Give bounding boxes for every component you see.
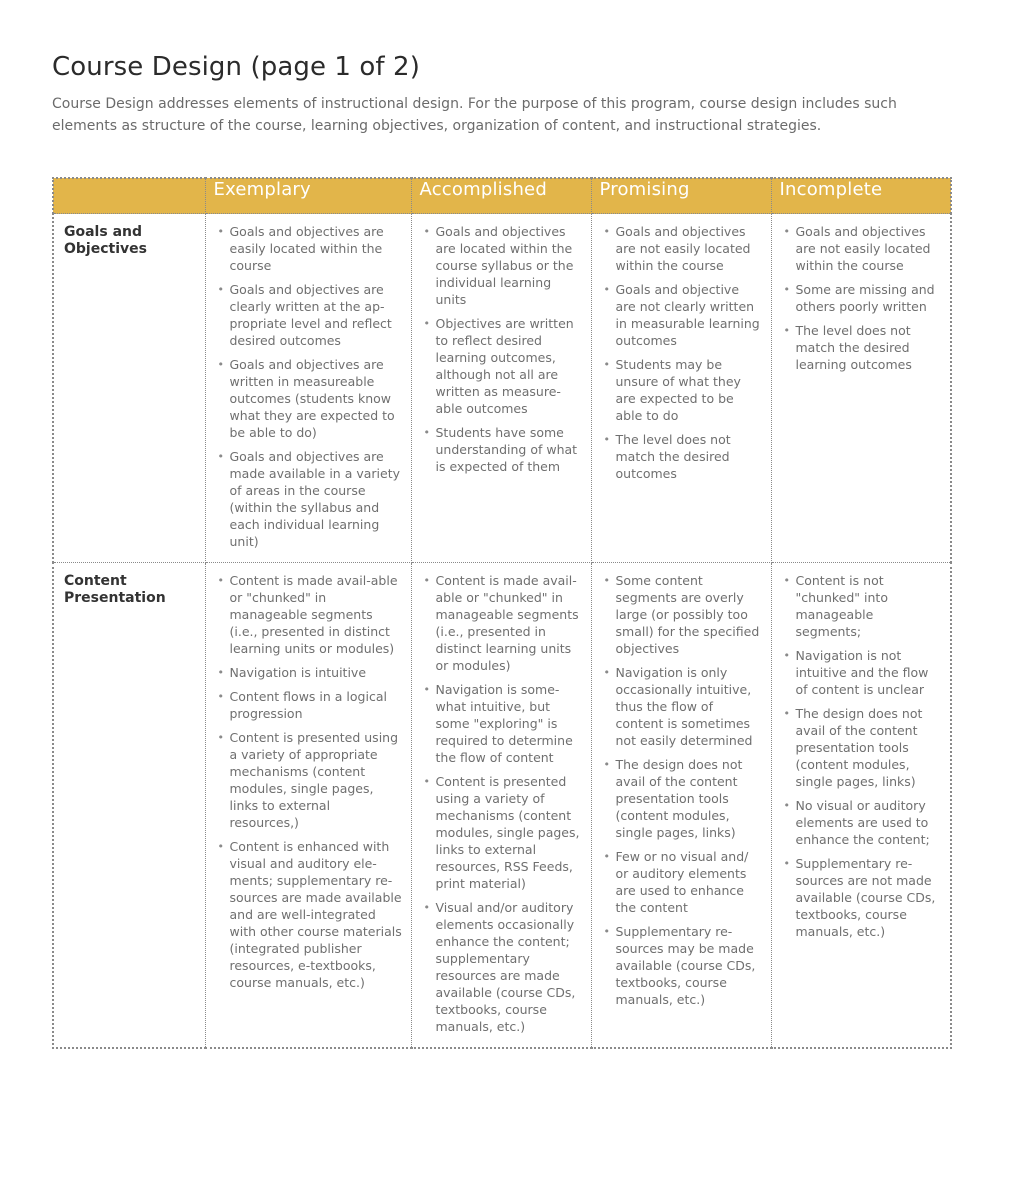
- criterion-item: • Content is presented using a variety of appropriate mechanisms (content modules, single pages, links to external resources,): [218, 729, 403, 831]
- rubric-row-content-presentation: [53, 563, 951, 1049]
- criterion-item: • Content is presented using a variety of mechanisms (content modules, single pages, links to external resources, RSS Feeds, print material): [424, 773, 583, 892]
- criterion-item: • Some are missing and others poorly written: [784, 281, 943, 315]
- cell-goals-incomplete: [771, 214, 951, 563]
- criteria-list: [206, 214, 411, 561]
- criterion-item: • Goals and objectives are made available in a variety of areas in the course (within the syllabus and each individual learning unit): [218, 448, 403, 550]
- criterion-item: • Some content segments are overly large (or possibly too small) for the specified objectives: [604, 572, 763, 657]
- row-label-content-presentation: Content Presentation: [53, 563, 205, 1049]
- column-header-promising: Promising: [591, 178, 771, 214]
- criteria-list: [772, 214, 951, 384]
- rubric-row-goals-and-objectives: [53, 214, 951, 563]
- criterion-item: • Goals and objectives are not easily located within the course: [784, 223, 943, 274]
- criterion-item: • Supplementary re-sources may be made available (course CDs, textbooks, course manuals, etc.): [604, 923, 763, 1008]
- criterion-item: • Navigation is some-what intuitive, but some "exploring" is required to determine the flow of content: [424, 681, 583, 766]
- intro-paragraph: Course Design addresses elements of instructional design. For the purpose of this program, course design includes such elements as structure of the course, learning objectives, organization of content, and instructional strategies.: [52, 96, 897, 134]
- criteria-list: [412, 563, 591, 1046]
- cell-content-promising: [591, 563, 771, 1049]
- criterion-item: • Navigation is only occasionally intuitive, thus the flow of content is sometimes not easily determined: [604, 664, 763, 749]
- criterion-item: • Goals and objective are not clearly written in measurable learning outcomes: [604, 281, 763, 349]
- criterion-item: • The level does not match the desired outcomes: [604, 431, 763, 482]
- criterion-item: • No visual or auditory elements are used to enhance the content;: [784, 797, 943, 848]
- criterion-item: • Content is made avail-able or "chunked" in manageable segments (i.e., presented in distinct learning units or modules): [218, 572, 403, 657]
- rubric-header-row: [53, 178, 951, 214]
- cell-goals-promising: [591, 214, 771, 563]
- criterion-item: • Students may be unsure of what they are expected to be able to do: [604, 356, 763, 424]
- criterion-item: • Goals and objectives are easily located within the course: [218, 223, 403, 274]
- cell-content-accomplished: [411, 563, 591, 1049]
- criterion-item: • Few or no visual and/ or auditory elements are used to enhance the content: [604, 848, 763, 916]
- criterion-item: • Navigation is not intuitive and the flow of content is unclear: [784, 647, 943, 698]
- criterion-item: • Content is not "chunked" into manageable segments;: [784, 572, 943, 640]
- criterion-item: • Objectives are written to reflect desired learning outcomes, although not all are written as measure-able outcomes: [424, 315, 583, 417]
- rubric-table: [52, 177, 952, 1049]
- criterion-item: • The design does not avail of the content presentation tools (content modules, single pages, links): [784, 705, 943, 790]
- criteria-list: [772, 563, 951, 951]
- criterion-item: • Content is made avail-able or "chunked" in manageable segments (i.e., presented in distinct learning units or modules): [424, 572, 583, 674]
- criterion-item: • Content flows in a logical progression: [218, 688, 403, 722]
- criterion-item: • Visual and/or auditory elements occasionally enhance the content; supplementary resources are made available (course CDs, textbooks, course manuals, etc.): [424, 899, 583, 1035]
- page-title: Course Design (page 1 of 2): [52, 52, 420, 82]
- criterion-item: • Navigation is intuitive: [218, 664, 403, 681]
- criterion-item: • Content is enhanced with visual and auditory ele-ments; supplementary re-sources are made available and are well-integrated with other course materials (integrated publisher resources, e-textbooks, course manuals, etc.): [218, 838, 403, 991]
- criteria-list: [206, 563, 411, 1002]
- column-header-incomplete: Incomplete: [771, 178, 951, 214]
- criterion-item: • Students have some understanding of what is expected of them: [424, 424, 583, 475]
- cell-goals-exemplary: [205, 214, 411, 563]
- criterion-item: • Supplementary re-sources are not made available (course CDs, textbooks, course manuals, etc.): [784, 855, 943, 940]
- cell-content-incomplete: [771, 563, 951, 1049]
- column-header-exemplary: Exemplary: [205, 178, 411, 214]
- criterion-item: • Goals and objectives are not easily located within the course: [604, 223, 763, 274]
- row-label-goals-and-objectives: Goals and Objectives: [53, 214, 205, 563]
- criteria-list: [412, 214, 591, 486]
- criterion-item: • Goals and objectives are clearly written at the ap-propriate level and reflect desired outcomes: [218, 281, 403, 349]
- column-header-accomplished: Accomplished: [411, 178, 591, 214]
- cell-goals-accomplished: [411, 214, 591, 563]
- criterion-item: • The level does not match the desired learning outcomes: [784, 322, 943, 373]
- criterion-item: • The design does not avail of the content presentation tools (content modules, single pages, links): [604, 756, 763, 841]
- criteria-list: [592, 563, 771, 1019]
- criteria-list: [592, 214, 771, 493]
- criterion-item: • Goals and objectives are written in measureable outcomes (students know what they are expected to be able to do): [218, 356, 403, 441]
- criterion-item: • Goals and objectives are located within the course syllabus or the individual learning units: [424, 223, 583, 308]
- cell-content-exemplary: [205, 563, 411, 1049]
- header-corner: [53, 178, 205, 214]
